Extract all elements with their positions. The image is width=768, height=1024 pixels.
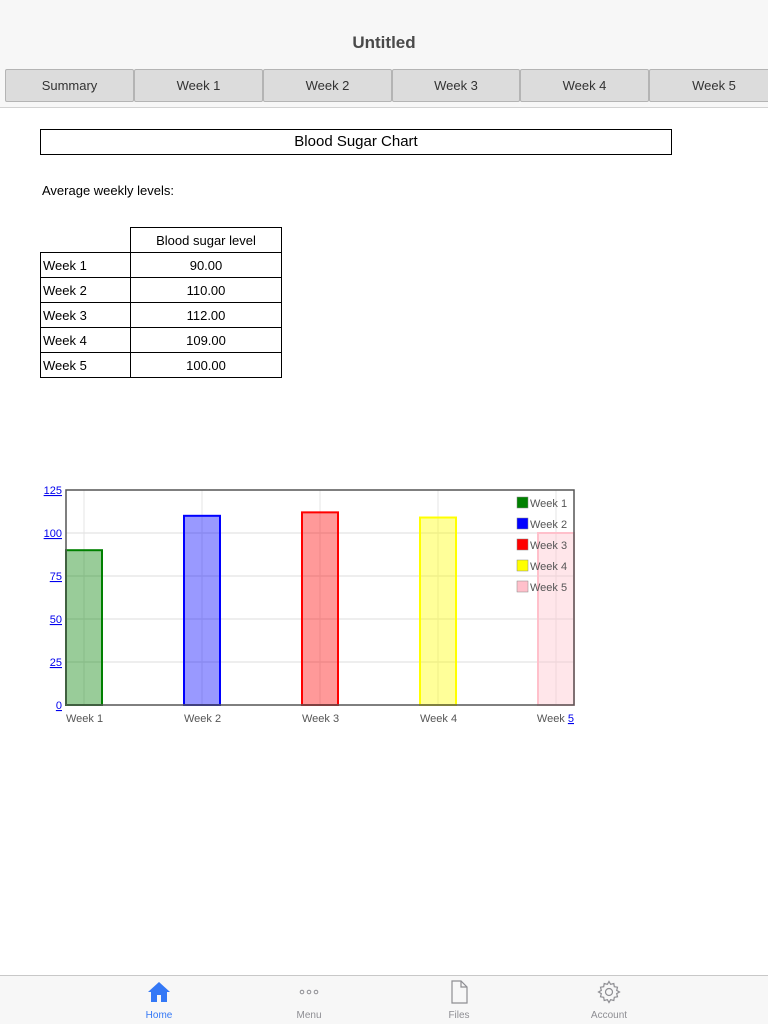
nav-files-label: Files [448,1010,470,1021]
bar-week-4 [420,518,456,705]
chart-title: Blood Sugar Chart [40,129,672,155]
bottom-tab-bar [0,975,768,1024]
legend-swatch [517,497,528,508]
tab-week-3[interactable]: Week 3 [392,69,520,102]
nav-home-label: Home [145,1010,173,1021]
y-tick-label[interactable]: 125 [43,485,62,497]
legend-label: Week 4 [530,561,568,573]
week-tab-bar [0,64,768,108]
legend-label: Week 3 [530,540,568,552]
x-tick-label: Week 5 [536,713,574,725]
tab-week-1[interactable]: Week 1 [134,69,263,102]
nav-menu[interactable] [259,976,359,1024]
bar-week-2 [184,516,220,705]
table-row-value: 100.00 [131,353,282,378]
table-row-value: 112.00 [131,303,282,328]
app-title: Untitled [352,33,416,52]
table-row-value: 90.00 [131,253,282,278]
blood-sugar-table [40,227,282,378]
table-header-row [41,228,282,253]
table-row [41,278,282,303]
legend-swatch [517,560,528,571]
legend-label: Week 1 [530,498,568,510]
nav-home[interactable] [109,976,209,1024]
gear-icon [597,980,621,1004]
nav-files[interactable] [409,976,509,1024]
tab-week-4[interactable]: Week 4 [520,69,649,102]
y-tick-label[interactable]: 50 [49,614,62,626]
y-tick-label[interactable]: 0 [55,700,62,712]
table-row [41,328,282,353]
legend-label: Week 5 [530,582,568,594]
legend-swatch [517,518,528,529]
table-column-header: Blood sugar level [131,228,282,253]
legend-swatch [517,581,528,592]
tab-summary[interactable]: Summary [5,69,134,102]
table-corner-cell [41,228,131,253]
legend-swatch [517,539,528,550]
tab-week-2[interactable]: Week 2 [263,69,392,102]
legend-label: Week 2 [530,519,568,531]
bar-chart-svg [30,480,590,735]
table-row-label: Week 1 [41,253,131,278]
table-row-label: Week 5 [41,353,131,378]
blood-sugar-bar-chart [30,480,590,735]
table-row [41,303,282,328]
nav-menu-label: Menu [296,1010,322,1021]
table-row-value: 109.00 [131,328,282,353]
bar-week-3 [302,512,338,705]
table-row [41,253,282,278]
home-icon [147,980,171,1004]
tab-week-5[interactable]: Week 5 [649,69,768,102]
x-tick-label: Week 1 [66,713,104,725]
average-levels-label: Average weekly levels: [42,183,174,198]
nav-account-label: Account [590,1010,628,1021]
table-row-label: Week 2 [41,278,131,303]
app-header [0,0,768,64]
x-tick-label: Week 4 [420,713,458,725]
table-row-label: Week 4 [41,328,131,353]
more-dots-icon [297,980,321,1004]
bar-week-5 [538,533,574,705]
x-tick-label: Week 2 [184,713,222,725]
table-row [41,353,282,378]
nav-account[interactable] [559,976,659,1024]
y-tick-label[interactable]: 100 [43,528,62,540]
file-icon [447,980,471,1004]
x-tick-label: Week 3 [302,713,340,725]
table-row-label: Week 3 [41,303,131,328]
bar-week-1 [66,550,102,705]
y-tick-label[interactable]: 25 [49,657,62,669]
table-row-value: 110.00 [131,278,282,303]
y-tick-label[interactable]: 75 [49,571,62,583]
